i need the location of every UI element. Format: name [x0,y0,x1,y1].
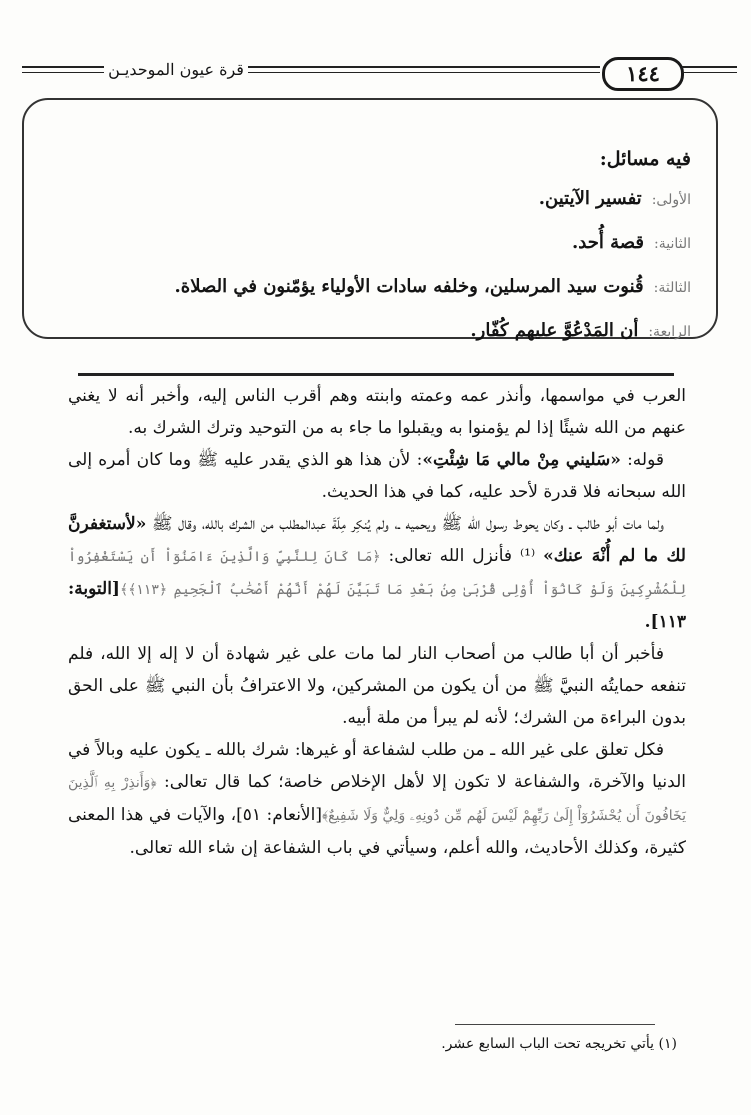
issue-label: الأولى: [651,192,691,208]
quran-verse: ﴿وَأَنذِرْ بِهِ ٱلَّذِينَ يَخَافُونَ أَن يُحْشَرُوٓاْ إِلَىٰ رَبِّهِمْ لَيْسَ لَهُم مِّن دُونِهِۦ وَلِيٌّ وَلَا شَفِيعٌ﴾ [68,775,686,824]
paragraph: العرب في مواسمها، وأنذر عمه وعمته وابنته وهم أقرب الناس إليه، وأخبر أنه لا يغني عنهم من الله شيئًا إذا لم يؤمنوا به ويقبلوا ما جاء به من التوحيد وترك الشرك به. [68,386,686,438]
issue-item [81,316,691,360]
issue-label: الرابعة: [648,324,691,340]
header-rule [682,66,737,68]
paragraph [68,508,686,638]
text-run: : لأن هذا هو الذي يقدر عليه ﷺ وما كان أمره إلى الله سبحانه فلا قدرة لأحد عليه، كما في هذا الحديث. [68,450,686,502]
issue-text: قُنوت سيد المرسلين، وخلفه سادات الأولياء يؤمّنون في الصلاة. [174,276,644,297]
issue-item [81,272,691,316]
issues-title: فيه مسائل: [599,148,691,170]
issue-text: قصة أُحد. [572,232,644,253]
issue-label: الثالثة: [653,280,691,296]
quran-verse: ﴿مَا كَانَ لِلنَّبِيِّ وَالَّذِينَ ءَامَنُوٓاْ أَن يَسْتَغْفِرُواْ لِلْمُشْرِكِينَ وَلَوْ كَانُوٓاْ أُوْلِى قُرْبَىٰ مِنۢ بَعْدِ مَا تَبَيَّنَ لَهُمْ أَنَّهُمْ أَصْحَٰبُ ٱلْجَحِيمِ ﴿١١٣﴾﴾ [68,549,686,598]
text-run: [الأنعام: ٥١]، والآيات في هذا المعنى كثيرة، وكذلك الأحاديث، والله أعلم، وسيأتي في باب الشفاعة إن شاء الله تعالى. [68,805,686,858]
header-rule [22,72,104,73]
issue-label: الثانية: [654,236,691,252]
issue-item [81,184,691,228]
paragraph [68,444,686,508]
footnote-divider [455,1024,655,1025]
text-run: ولما مات أبو طالب ـ وكان يحوط رسول الله ﷺ ويحميه ـ، ولم يُنكِر مِلّةَ عبدالمطلب من الشرك بالله، وقال ﷺ [146,514,664,534]
text-run: قوله: [620,450,665,470]
issue-text: أن المَدْعُوَّ عليهم كُفّار. [470,320,639,341]
issue-text: تفسير الآيتين. [538,188,642,209]
text-run: فكل تعلق على غير الله ـ من طلب لشفاعة أو غيرها: شرك بالله ـ يكون عليه وبالاً في الدنيا والآخرة، والشفاعة لا تكون إلا لأهل الإخلاص خاصة؛ كما قال تعالى: [68,740,686,792]
paragraph: فأخبر أن أبا طالب من أصحاب النار لما مات على غير شهادة أن لا إله إلا الله، فلم تنفعه حمايتُه النبيَّ ﷺ من أن يكون من المشركين، ولا الاعترافُ بأن النبي ﷺ على الحق بدون البراءة من الشرك؛ لأنه لم يبرأ من ملة أبيه. [68,644,686,728]
header-rule [22,66,104,68]
header-rule [248,72,600,73]
issues-box [81,148,691,360]
hadith-quote: «سَليني مِنْ مالي مَا شِئْتِ» [422,450,621,470]
page-number: ١٤٤ [602,57,684,91]
header-rule [682,72,737,73]
hadith-quote: «لأستغفرنَّ لك ما لم أُنْهَ عنك» [68,514,686,566]
page-header [22,54,737,94]
paragraph [68,734,686,864]
main-text [68,380,686,864]
section-divider [78,373,674,376]
verse-reference: [التوبة: ١١٣]. [68,579,686,632]
footnote: (١) يأتي تخريجه تحت الباب السابع عشر. [441,1036,677,1052]
header-rule [248,66,600,68]
issue-item [81,228,691,272]
running-title: قرة عيون الموحديـن [108,60,244,79]
text-run: ⁽¹⁾ فأنزل الله تعالى: [380,546,544,566]
